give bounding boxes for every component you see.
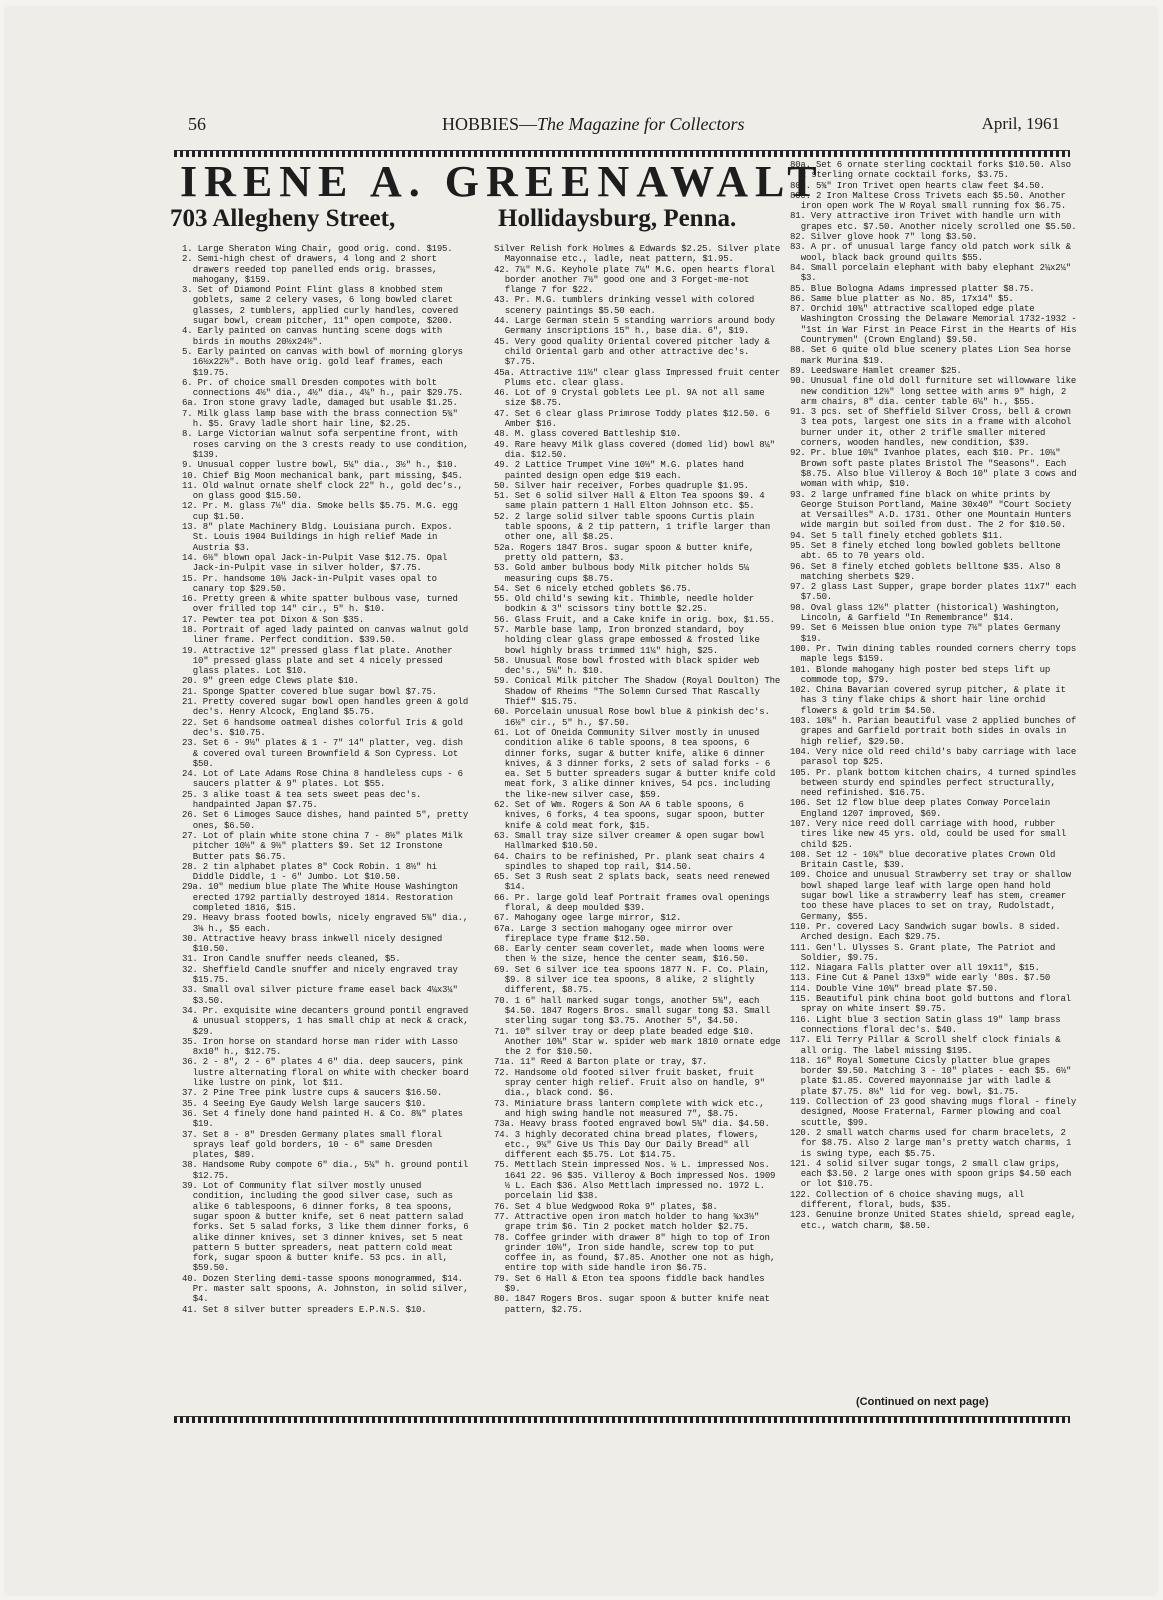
listing-item: 101. Blonde mahogany high poster bed steps lift up commode top, $79. [790, 664, 1051, 685]
listing-item: 9. Unusual copper lustre bowl, 5¼" dia., 3½" h., $10. [182, 460, 458, 471]
listing-item: 83. A pr. of unusual large fancy old patch work silk & wool, black back ground quilts $55. [790, 242, 1071, 263]
listing-item: 56. Glass Fruit, and a Cake knife in orig. box, $1.55. [494, 614, 775, 625]
listing-item: 71a. 11" Reed & Barton plate or tray, $7. [494, 1057, 708, 1068]
listing-item: 42. 7¼" M.G. Keyhole plate 7¼" M.G. open hearts floral border another 7½" good one and 3 Forget-me-not flange 7 for $22. [494, 264, 775, 296]
listing-item: 105. Pr. plank bottom kitchen chairs, 4 turned spindles between sturdy end spindles perfect structurally, need refinished. $16.75. [790, 767, 1077, 799]
listing-item: 41. Set 8 silver butter spreaders E.P.N.S. $10. [182, 1304, 427, 1315]
listing-item: 86. Same blue platter as No. 85, 17x14" $5. [790, 293, 1014, 304]
listing-item: 40. Dozen Sterling demi-tasse spoons monogrammed, $14. Pr. master salt spoons, A. Johnston, in solid silver, $4. [182, 1273, 469, 1305]
listing-item: 51. Set 6 solid silver Hall & Elton Tea spoons $9. 4 same plain pattern 1 Hall Elton Johnson etc. $5. [494, 491, 765, 512]
listing-item: 114. Double Vine 10¾" bread plate $7.50. [790, 983, 999, 994]
listing-item: Silver Relish fork Holmes & Edwards $2.25. Silver plate Mayonnaise etc., ladle, neat pattern, $1.95. [494, 244, 781, 265]
listing-item: 35. 4 Seeing Eye Gaudy Welsh large saucers $10. [182, 1098, 427, 1109]
listing-item: 123. Genuine bronze United States shield, spread eagle, etc., watch charm, $8.50. [790, 1210, 1077, 1231]
listing-item: 76. Set 4 blue Wedgwood Roka 9" plates, $8. [494, 1201, 718, 1212]
listing-item: 77. Attractive open iron match holder to hang ¾x3½" grape trim $6. Tin 2 pocket match holder $2.75. [494, 1211, 760, 1233]
listing-item: 80c. 2 Iron Maltese Cross Trivets each $5.50. Another iron open work The W Royal small running fox $6.75. [790, 190, 1067, 212]
listing-item: 10. Chief Big Moon mechanical bank, part missing, $45. [182, 470, 463, 481]
listing-item: 4. Early painted on canvas hunting scene dogs with birds in mouths 20½x24½". [182, 326, 443, 347]
listing-item: 81. Very attractive iron Trivet with handle urn with grapes etc. $7.50. Another nicely scrolled one $5.50. [790, 211, 1077, 232]
listing-item: 28. 2 tin alphabet plates 8" Cock Robin. 1 8½" hi Diddle Diddle, 1 - 6" Jumbo. Lot $10.50. [182, 861, 437, 883]
listing-item: 108. Set 12 - 10¼" blue decorative plates Crown Old Britain Castle, $39. [790, 849, 1056, 871]
listing-item: 109. Choice and unusual Strawberry set tray or shallow bowl shaped large leaf with large open hand hold sugar bowl like a strawberry leaf has stem, creamer too these have places to set on tray, Rudolstadt, Germany, $55. [790, 870, 1071, 922]
listing-item: 49. Rare heavy Milk glass covered (domed lid) bowl 8¼" dia. $12.50. [494, 439, 775, 460]
listing-item: 67a. Large 3 section mahogany ogee mirror over fireplace type frame $12.50. [494, 923, 734, 944]
listing-item: 37. Set 8 - 8" Dresden Germany plates small floral sprays leaf gold borders, 10 - 6" same Dresden plates, $89. [182, 1129, 443, 1161]
listing-item: 19. Attractive 12" pressed glass flat plate. Another 10" pressed glass plate and set 4 nicely pressed glass plates. Lot $10. [182, 645, 453, 677]
listing-item: 7. Milk glass lamp base with the brass connection 5¾" h. $5. Gravy ladle short hair line, $2.25. [182, 408, 458, 430]
listing-item: 64. Chairs to be refinished, Pr. plank seat chairs 4 spindles to shaped top rail, $14.50. [494, 851, 765, 872]
listing-item: 39. Lot of Community flat silver mostly unused condition, including the good silver case, such as alike 6 tablespoons, 6 dinner forks, 8 tea spoons, sugar spoon & butter knife, set 6 neat pattern salad forks. Set 5 salad forks, 3 like them dinner forks, 6 alike dinner knives, set 3 dinner knives, set 5 neat pattern 5 butter spreaders, neat pattern cold meat fork, sugar spoon & butter knife. 53 pcs. in all, $59.50. [182, 1181, 469, 1274]
listing-item: 33. Small oval silver picture frame easel back 4¼x3¼" $3.50. [182, 985, 458, 1006]
listing-item: 73a. Heavy brass footed engraved bowl 5¾" dia. $4.50. [494, 1119, 770, 1130]
listing-item: 111. Gen'l. Ulysses S. Grant plate, The Patriot and Soldier, $9.75. [790, 942, 1056, 963]
listing-item: 91. 3 pcs. set of Sheffield Silver Cross, bell & crown 3 tea pots, largest one sits in a frame with alcohol burner under it, other 2 trifle smaller mitered corners, wooden handles, new condition, $39. [790, 407, 1072, 449]
listing-item: 22. Set 6 handsome oatmeal dishes colorful Iris & gold dec's. $10.75. [182, 717, 463, 738]
bottom-decorative-rule [174, 1416, 1070, 1423]
listing-item: 93. 2 large unframed fine black on white prints by George Stuison Portland, Maine 30x40" "Court Society at Versailles" A.D. 1731. Other one Mountain Hunters wide margin but soiled from dust. The 2 for $10.50. [790, 489, 1072, 531]
listing-item: 18. Portrait of aged lady painted on canvas walnut gold liner frame. Perfect condition. $39.50. [182, 624, 469, 646]
magazine-prefix: HOBBIES— [442, 114, 538, 134]
listing-item: 80. 1847 Rogers Bros. sugar spoon & butter knife neat pattern, $2.75. [494, 1294, 770, 1315]
listing-item: 52. 2 large solid silver table spoons Curtis plain table spoons, & 2 tip pattern, 1 trifle larger than other one, all $8.25. [494, 511, 771, 543]
listing-item: 31. Iron Candle snuffer needs cleaned, $5. [182, 954, 401, 965]
listing-item: 115. Beautiful pink china boot gold buttons and floral spray on white insert $9.75. [790, 994, 1071, 1015]
listing-item: 25. 3 alike toast & tea sets sweet peas dec's. handpainted Japan $7.75. [182, 789, 422, 811]
listing-item: 12. Pr. M. glass 7½" dia. Smoke bells $5.75. M.G. egg cup $1.50. [182, 501, 458, 522]
listing-item: 48. M. glass covered Battleship $10. [494, 429, 682, 440]
listing-item: 55. Old child's sewing kit. Thimble, needle holder bodkin & 3" scissors tiny bottle $2.25. [494, 594, 755, 615]
listing-item: 3. Set of Diamond Point Flint glass 8 knobbed stem goblets, same 2 celery vases, 6 long bowled claret glasses, 2 tumblers, applied curly handles, covered sugar bowl, cream pitcher, 11" open compote, $200. [182, 285, 459, 327]
listing-item: 32. Sheffield Candle snuffer and nicely engraved tray $15.75. [182, 964, 458, 986]
listing-item: 67. Mahogany ogee large mirror, $12. [494, 913, 682, 924]
listing-item: 110. Pr. covered Lacy Sandwich sugar bowls. 8 sided. Arched design. Each $29.75. [790, 921, 1061, 943]
listing-item: 1. Large Sheraton Wing Chair, good orig. cond. $195. [182, 244, 453, 254]
listing-item: 74. 3 highly decorated china bread plates, flowers, etc., 9¼" Give Us This Day Our Daily Bread" all different each $5.75. Lot $14.75. [494, 1129, 760, 1161]
listing-item: 20. 9" green edge Clews plate $10. [182, 676, 359, 687]
listing-item: 60. Porcelain unusual Rose bowl blue & pinkish dec's. 16½" cir., 5" h., $7.50. [494, 707, 770, 728]
listing-item: 116. Light blue 3 section Satin glass 19" lamp brass connections floral dec's. $40. [790, 1014, 1061, 1035]
listing-item: 122. Collection of 6 choice shaving mugs, all different, floral, buds, $35. [790, 1189, 1025, 1210]
listing-item: 29. Heavy brass footed bowls, nicely engraved 5¾" dia., 3⅛ h., $5 each. [182, 913, 469, 934]
listing-item: 15. Pr. handsome 10¼ Jack-in-Pulpit vases opal to canary top $29.50. [182, 573, 437, 594]
dealer-address [170, 205, 770, 239]
listing-item: 6a. Iron stone gravy ladle, damaged but usable $1.25. [182, 398, 458, 409]
listing-item: 47. Set 6 clear glass Primrose Toddy plates $12.50. 6 Amber $16. [494, 408, 770, 430]
listing-item: 97. 2 glass Last Supper, grape border plates 11x7" each $7.50. [790, 582, 1077, 603]
dealer-name: IRENE A. GREENAWALT [180, 157, 824, 206]
listing-item: 14. 6½" blown opal Jack-in-Pulpit Vase $12.75. Opal Jack-in-Pulpit vase in silver holder, $7.75. [182, 552, 448, 574]
listing-item: 95. Set 8 finely etched long bowled goblets belltone abt. 65 to 70 years old. [790, 540, 1061, 562]
listing-item: 102. China Bavarian covered syrup pitcher, & plate it has 3 tiny flake chips & short hair line orchid flowers & gold trim $4.50. [790, 685, 1066, 716]
listing-item: 46. Lot of 9 Crystal goblets Lee pl. 9A not all same size $8.75. [494, 388, 765, 409]
listing-item: 119. Collection of 23 good shaving mugs floral - finely designed, Moose Fraternal, Farmer plowing and coal scuttle, $99. [790, 1097, 1077, 1128]
listing-item: 117. Eli Terry Pillar & Scroll shelf clock finials & all orig. The label missing $195. [790, 1035, 1061, 1056]
listing-item: 92. Pr. blue 10¼" Ivanhoe plates, each $10. Pr. 10¼" Brown soft paste plates Bristol The "Seasons". Each $8.75. Also blue Villeroy & Boch 10" plate 3 cows and woman with whip, $10. [790, 448, 1077, 490]
listing-item: 8. Large Victorian walnut sofa serpentine front, with roses carving on the 3 crests ready to use condition, $139. [182, 429, 469, 460]
dealer-street: 703 Allegheny Street, [170, 205, 396, 232]
listing-item: 58. Unusual Rose bowl frosted with black spider web dec's., 5¼" h. $10. [494, 655, 760, 677]
listing-item: 26. Set 6 Limoges Sauce dishes, hand painted 5", pretty ones, $6.50. [182, 810, 469, 831]
listing-item: 6. Pr. of choice small Dresden compotes with bolt connections 4½" dia., 4½" dia., 4¼" h., pair $29.75. [182, 377, 464, 399]
listing-item: 103. 10¾" h. Parian beautiful vase 2 applied bunches of grapes and Garfield portrait both sides in ovals in high relief, $29.50. [790, 716, 1077, 747]
listing-item: 21. Sponge Spatter covered blue sugar bowl $7.75. [182, 686, 437, 697]
listing-item: 23. Set 6 - 9½" plates & 1 - 7" 14" platter, veg. dish & covered oval tureen Brownfield & Son Cypress. Lot $50. [182, 738, 463, 769]
listing-item: 75. Mettlach Stein impressed Nos. ½ L. impressed Nos. 1641 22. 96 $35. Villeroy & Boch impressed Nos. 1909 ½ L. Each $36. Also Mettlach impressed no. 1972 L. porcelain lid $38. [494, 1160, 776, 1202]
magazine-subtitle: The Magazine for Collectors [537, 114, 745, 134]
listing-item: 45a. Attractive 11½" clear glass Impressed fruit center Plums etc. clear glass. [494, 367, 781, 388]
listing-item: 53. Gold amber bulbous body Milk pitcher holds 5¼ measuring cups $8.75. [494, 563, 749, 584]
listing-item: 50. Silver hair receiver, Forbes quadruple $1.95. [494, 480, 749, 491]
listing-item: 16. Pretty green & white spatter bulbous vase, turned over frilled top 14" cir., 5" h. $10. [182, 594, 458, 615]
listing-item: 30. Attractive heavy brass inkwell nicely designed $10.50. [182, 933, 443, 955]
listing-item: 72. Handsome old footed silver fruit basket, fruit spray center high relief. Fruit also on handle, 9" dia., black cond. $6. [494, 1067, 765, 1099]
listing-item: 99. Set 6 Meissen blue onion type 7½" plates Germany $19. [790, 623, 1061, 644]
listing-item: 57. Marble base lamp, Iron bronzed standard, boy holding clear glass grape embossed & frosted like bowl highly brass trimmed 11¼" high, $25. [494, 624, 760, 656]
listing-item: 106. Set 12 flow blue deep plates Conway Porcelain England 1207 improved, $69. [790, 798, 1051, 819]
page-number: 56 [188, 114, 206, 134]
listing-item: 21. Pretty covered sugar bowl open handles green & gold dec's. Henry Alcock, England $5.75. [182, 697, 469, 718]
listing-item: 11. Old walnut ornate shelf clock 22" h., gold dec's., on glass good $15.50. [182, 480, 463, 502]
listing-item: 96. Set 8 finely etched goblets belltone $35. Also 8 matching sherbets $29. [790, 561, 1061, 582]
listing-item: 35. Iron horse on standard horse man rider with Lasso 8x10" h., $12.75. [182, 1036, 458, 1058]
listing-item: 84. Small porcelain elephant with baby elephant 2¼x2¼" $3. [790, 262, 1071, 284]
listing-item: 87. Orchid 10¾" attractive scalloped edge plate Washington Crossing the Delaware Memorial 1732-1932 - "1st in War First in Peace First in the Hearts of His Countrymen" (Crown England) $9.50. [790, 304, 1077, 346]
listing-item: 85. Blue Bologna Adams impressed platter $8.75. [790, 283, 1035, 294]
listing-item: 78. Coffee grinder with drawer 8" high to top of Iron grinder 10½", Iron side handle, screw top to put coffee in, as found, $7.85. Another one not as high, entire top with side handle iron $6.75. [494, 1232, 776, 1274]
listing-item: 44. Large German stein 5 standing warriors around body Germany inscriptions 15" h., base dia. 6", $19. [494, 316, 775, 337]
listing-item: 49. 2 Lattice Trumpet Vine 10½" M.G. plates hand painted design open edge $19 each. [494, 460, 744, 481]
listing-item: 98. Oval glass 12½" platter (historical) Washington, Lincoln, & Garfield "In Remembrance" $14. [790, 602, 1061, 624]
listing-item: 66. Pr. large gold leaf Portrait frames oval openings floral, & deep moulded $39. [494, 892, 770, 913]
magazine-title [442, 114, 745, 135]
listing-item: 68. Early center seam coverlet, made when looms were then ½ the size, hence the center seam, $16.50. [494, 944, 765, 965]
listing-item: 80a. Set 6 ornate sterling cocktail forks $10.50. Also 2 sterling ornate cocktail forks, $3.75. [790, 160, 1071, 181]
listing-item: 29a. 10" medium blue plate The White House Washington erected 1792 partially destroyed 1814. Restoration completed 1816, $15. [182, 882, 458, 913]
listing-item: 89. Leedsware Hamlet creamer $25. [790, 365, 962, 376]
listing-item: 121. 4 solid silver sugar tongs, 2 small claw grips, each $3.50. 2 large ones with spoon grips $4.50 each or lot $10.75. [790, 1158, 1072, 1190]
listing-item: 113. Fine Cut & Panel 13x9" wide early '80s. $7.50 [790, 973, 1051, 984]
listing-item: 34. Pr. exquisite wine decanters ground pontil engraved & unusual stoppers, 1 has small chip at neck & crack, $29. [182, 1005, 469, 1037]
listing-item: 100. Pr. Twin dining tables rounded corners cherry tops maple legs $159. [790, 643, 1077, 665]
listing-item: 120. 2 small watch charms used for charm bracelets, 2 for $8.75. Also 2 large man's pretty watch charms, 1 is swing type, each $5.75. [790, 1127, 1072, 1159]
listing-item: 107. Very nice reed doll carriage with hood, rubber tires like new 45 yrs. old, could be used for small child $25. [790, 819, 1067, 850]
listing-item: 52a. Rogers 1847 Bros. sugar spoon & butter knife, pretty old pattern, $3. [494, 542, 755, 563]
listing-item: 27. Lot of plain white stone china 7 - 8½" plates Milk pitcher 10½" & 9½" platters $9. Set 12 Ironstone Butter pats $6.75. [182, 830, 463, 862]
listing-item: 79. Set 6 Hall & Eton tea spoons fiddle back handles $9. [494, 1273, 765, 1294]
listing-item: 62. Set of Wm. Rogers & Son AA 6 table spoons, 6 knives, 6 forks, 4 tea spoons, sugar spoon, butter knife & cold meat fork, $15. [494, 800, 765, 831]
listing-item: 13. 8" plate Machinery Bldg. Louisiana purch. Expos. St. Louis 1904 Buildings in high relief Made in Austria $3. [182, 522, 453, 553]
listing-item: 65. Set 3 Rush seat 2 splats back, seats need renewed $14. [494, 872, 770, 893]
listing-column-1 [182, 244, 470, 1416]
listing-item: 54. Set 6 nicely etched goblets $6.75. [494, 583, 692, 594]
listing-item: 82. Silver glove hook 7" long $3.50. [790, 232, 978, 243]
listing-item: 94. Set 5 tall finely etched goblets $11. [790, 530, 1004, 541]
running-header [180, 114, 1060, 138]
listing-item: 59. Conical Milk pitcher The Shadow (Royal Doulton) The Shadow of Rheims "The Solemn Cursed That Rascally Thief" $15.75. [494, 676, 781, 708]
listing-item: 71. 10" silver tray or deep plate beaded edge $10. Another 10¾" Star w. spider web mark 1810 ornate edge the 2 for $10.50. [494, 1026, 781, 1058]
continued-note: (Continued on next page) [856, 1396, 989, 1408]
listing-column-3 [790, 160, 1080, 1416]
listing-item: 90. Unusual fine old doll furniture set willowware like new condition 12½" long settee with arms 9" high, 2 arm chairs, 8" dia. center table 6¼" h., $55. [790, 376, 1077, 407]
listing-item: 5. Early painted on canvas with bowl of morning glorys 16½x22½". Both have orig. gold leaf frames, each $19.75. [182, 346, 463, 378]
listing-item: 45. Very good quality Oriental covered pitcher lady & child Oriental garb and other attractive dec's. $7.75. [494, 336, 770, 368]
listing-item: 104. Very nice old reed child's baby carriage with lace parasol top $25. [790, 746, 1077, 768]
listing-item: 36. 2 - 8", 2 - 6" plates 4 6" dia. deep saucers, pink lustre alternating floral on white with checker board like lustre on pink, lot $11. [182, 1057, 469, 1089]
listing-item: 112. Niagara Falls platter over all 19x11", $15. [790, 963, 1040, 974]
listing-item: 118. 16" Royal Sometune Cicsly platter blue grapes border $9.50. Matching 3 - 10" plates - each $5. 6½" plate $1.85. Covered mayonnaise jar with ladle & plate $7.75. 8½" lid for veg. bowl, $1.75. [790, 1055, 1072, 1097]
listing-item: 24. Lot of Late Adams Rose China 8 handleless cups - 6 saucers platter & 9" plates. Lot $55. [182, 769, 463, 790]
listing-item: 2. Semi-high chest of drawers, 4 long and 2 short drawers reeded top panelled ends orig. brasses, mahogany, $159. [182, 254, 438, 285]
listing-item: 70. 1 6" hall marked sugar tongs, another 5¾", each $4.50. 1847 Rogers Bros. small sugar tong $3. Small sterling sugar tong $3.75. Another 5", $4.50. [494, 995, 771, 1027]
listing-item: 37. 2 Pine Tree pink lustre cups & saucers $16.50. [182, 1088, 443, 1099]
listing-item: 88. Set 6 quite old blue scenery plates Lion Sea horse mark Murina $19. [790, 345, 1071, 366]
listing-item: 73. Miniature brass lantern complete with wick etc., and high swing handle not measured 7", $8.75. [494, 1098, 765, 1119]
listing-item: 80b. 5¾" Iron Trivet open hearts claw feet $4.50. [790, 180, 1045, 191]
listing-item: 38. Handsome Ruby compote 6" dia., 5¼" h. ground pontil $12.75. [182, 1160, 469, 1181]
listing-item: 69. Set 6 silver ice tea spoons 1877 N. F. Co. Plain, $9. 8 silver ice tea spoons, 8 alike, 2 slightly different, $8.75. [494, 964, 770, 996]
dealer-city: Hollidaysburg, Penna. [498, 205, 737, 232]
listing-column-2 [494, 244, 784, 1416]
listing-item: 17. Pewter tea pot Dixon & Son $35. [182, 614, 365, 625]
listing-item: 63. Small tray size silver creamer & open sugar bowl Hallmarked $10.50. [494, 830, 765, 852]
issue-date: April, 1961 [981, 114, 1060, 133]
listing-item: 36. Set 4 finely done hand painted H. & Co. 8¾" plates $19. [182, 1108, 463, 1130]
listing-item: 61. Lot of Oneida Community Silver mostly in unused condition alike 6 table spoons, 8 tea spoons, 6 dinner forks, sugar & butter knife, alike 6 dinner knives, & 3 dinner forks, 2 sets of salad forks - 6 ea. Set 5 butter spreaders sugar & butter knife cold meat fork, 3 alike dinner knives, 54 pcs. including the like-new silver case, $59. [494, 727, 776, 800]
listing-item: 43. Pr. M.G. tumblers drinking vessel with colored scenery paintings $5.50 each. [494, 295, 755, 316]
